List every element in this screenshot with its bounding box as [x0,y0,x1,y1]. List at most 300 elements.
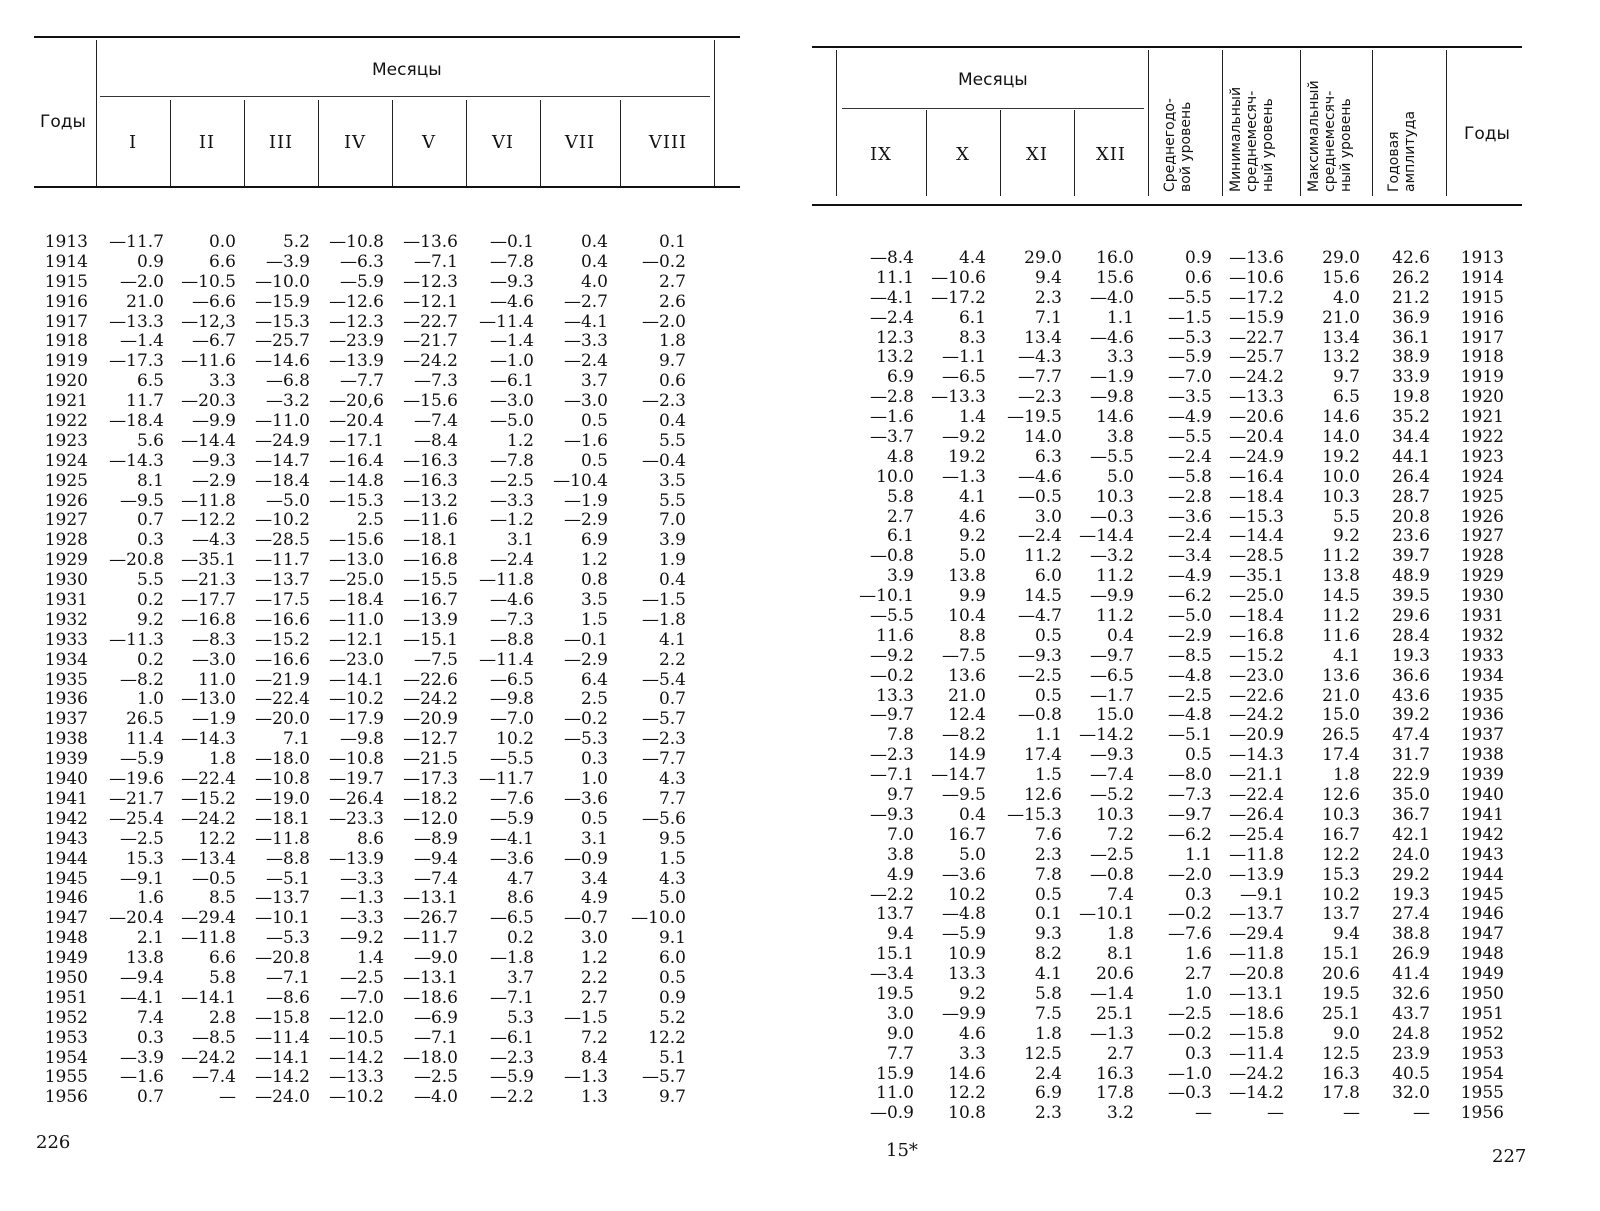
year-cell: 1946 [44,888,88,909]
value-cell: 3.2 [1106,1103,1134,1124]
value-cell: 8.1 [136,470,164,491]
value-cell: —25.7 [255,331,310,352]
value-cell: —1.3 [1089,1023,1134,1044]
value-cell: —7.1 [413,1027,458,1048]
value-cell: 21.0 [1322,307,1360,328]
value-cell: —11.8 [255,828,310,849]
value-cell: 24.8 [1392,1023,1430,1044]
value-cell: 10.2 [1322,884,1360,905]
value-cell: —10.1 [1079,904,1134,925]
value-cell: 13.3 [948,964,986,985]
value-cell: 13.2 [876,347,914,368]
value-cell: —4.0 [1089,287,1134,308]
value-cell: —15.6 [329,530,384,551]
year-cell: 1940 [44,769,88,790]
col-divider [1446,50,1447,196]
table-row [800,1044,1600,1064]
value-cell: —13.4 [181,848,236,869]
value-cell: —16.4 [1229,466,1284,487]
value-cell: —13.3 [1229,387,1284,408]
table-row [0,431,790,451]
value-cell: —1.6 [119,1067,164,1088]
value-cell: —20.9 [1229,725,1284,746]
value-cell: 3.3 [208,371,236,392]
year-cell: 1936 [1460,705,1504,726]
value-cell: 47.4 [1392,725,1430,746]
value-cell: 10.2 [948,884,986,905]
value-cell: 15.0 [1096,705,1134,726]
value-cell: —13.3 [329,1067,384,1088]
value-cell: 20.6 [1096,964,1134,985]
value-cell: —6.9 [413,1007,458,1028]
value-cell: —16.6 [255,649,310,670]
table-row [0,471,790,491]
value-cell: —7.1 [413,251,458,272]
value-cell: 11.6 [1322,625,1360,646]
value-cell: 3.0 [1034,506,1062,527]
year-cell: 1931 [1460,606,1504,627]
value-cell: 11.2 [1096,566,1134,587]
value-cell: 3.5 [658,470,686,491]
value-cell: —1.5 [563,1007,608,1028]
value-cell: —14.2 [255,1067,310,1088]
value-cell: —22.6 [1229,685,1284,706]
value-cell: 1.1 [1106,307,1134,328]
value-cell: —2.5 [413,1067,458,1088]
table-row [800,944,1600,964]
value-cell: —6.5 [489,908,534,929]
table-row [800,308,1600,328]
value-cell: 3.7 [506,967,534,988]
value-cell: —20.6 [1229,407,1284,428]
table-row [0,351,790,371]
table-row [800,666,1600,686]
value-cell: —14.4 [1079,526,1134,547]
table-row [0,1048,790,1068]
header-bottom-rule [34,186,740,188]
value-cell: —8.5 [1167,645,1212,666]
value-cell: —9.7 [1167,804,1212,825]
value-cell: —20.8 [1229,964,1284,985]
value-cell: 9.2 [136,609,164,630]
value-cell: 8.1 [1106,944,1134,965]
table-row [800,626,1600,646]
value-cell: —8.6 [265,987,310,1008]
value-cell: 28.4 [1392,625,1430,646]
value-cell: 33.9 [1392,367,1430,388]
value-cell: 4.9 [886,864,914,885]
value-cell: —16.3 [403,450,458,471]
year-cell: 1928 [44,530,88,551]
table-row [800,268,1600,288]
value-cell: —14.1 [181,987,236,1008]
value-cell: 12.4 [948,705,986,726]
top-rule [34,36,740,38]
value-cell: 4.0 [580,271,608,292]
table-row [0,570,790,590]
year-cell: 1941 [44,788,88,809]
value-cell: —4.1 [119,987,164,1008]
value-cell: 32.0 [1392,1083,1430,1104]
value-cell: —12.0 [403,808,458,829]
value-cell: —11.6 [403,510,458,531]
table-row [0,1067,790,1087]
year-cell: 1942 [1460,824,1504,845]
value-cell: 12.6 [1024,785,1062,806]
value-cell: —0.8 [1089,864,1134,885]
value-cell: —11.4 [1229,1043,1284,1064]
month-label-iii: III [268,132,294,153]
value-cell: 7.7 [658,788,686,809]
value-cell: —22.4 [181,769,236,790]
value-cell: —9.0 [413,948,458,969]
value-cell: —4.1 [869,287,914,308]
year-cell: 1915 [44,271,88,292]
value-cell: 8.4 [580,1047,608,1068]
value-cell: —29.4 [181,908,236,929]
value-cell: —10.1 [255,908,310,929]
value-cell: 23.9 [1392,1043,1430,1064]
value-cell: 9.2 [958,983,986,1004]
value-cell: 9.4 [886,924,914,945]
value-cell: —8.0 [1167,765,1212,786]
year-cell: 1920 [44,371,88,392]
value-cell: 48.9 [1392,566,1430,587]
value-cell: 7.8 [886,725,914,746]
value-cell: 12.2 [1322,844,1360,865]
value-cell: —7.3 [1167,785,1212,806]
value-cell: 1.8 [658,331,686,352]
value-cell: —28.5 [255,530,310,551]
months-header: Месяцы [372,60,442,80]
value-cell: —8.4 [869,248,914,268]
year-cell: 1944 [1460,864,1504,885]
value-cell: 11.4 [126,729,164,750]
value-cell: 1.8 [1332,765,1360,786]
value-cell: —9.5 [119,490,164,511]
year-cell: 1914 [44,251,88,272]
value-cell: 13.6 [1322,665,1360,686]
value-cell: 4.6 [958,506,986,527]
table-row [0,610,790,630]
table-row [0,709,790,729]
col-divider [318,100,319,186]
value-cell: 0.2 [506,928,534,949]
value-cell: 8.5 [208,888,236,909]
year-cell: 1953 [1460,1043,1504,1064]
value-cell: —15.2 [1229,645,1284,666]
table-row [0,789,790,809]
value-cell: 3.9 [658,530,686,551]
year-cell: 1951 [44,987,88,1008]
year-cell: 1921 [44,391,88,412]
year-cell: 1928 [1460,546,1504,567]
value-cell: —2.5 [1017,665,1062,686]
value-cell: —11.7 [403,928,458,949]
value-cell: —18.4 [109,411,164,432]
value-cell: —3.4 [869,964,914,985]
year-cell: 1948 [1460,944,1504,965]
value-cell: —16.8 [181,609,236,630]
value-cell: —14.4 [1229,526,1284,547]
value-cell: —10.1 [859,586,914,607]
value-cell: 0.4 [580,251,608,272]
value-cell: 1.6 [1184,944,1212,965]
year-cell: 1917 [1460,327,1504,348]
value-cell: 7.0 [658,510,686,531]
value-cell: —10.8 [329,749,384,770]
value-cell: —14.2 [1229,1083,1284,1104]
value-cell: —13.0 [181,689,236,710]
value-cell: 12.2 [648,1027,686,1048]
value-cell: 9.4 [1332,924,1360,945]
year-cell: 1952 [44,1007,88,1028]
value-cell: 1.5 [658,848,686,869]
value-cell: —25.0 [329,570,384,591]
value-cell: —15.3 [329,490,384,511]
value-cell: 9.7 [658,351,686,372]
value-cell: —5.3 [563,729,608,750]
year-cell: 1936 [44,689,88,710]
year-cell: 1913 [1460,248,1504,268]
value-cell: —8.4 [413,430,458,451]
table-row [0,630,790,650]
value-cell: 32.6 [1392,983,1430,1004]
value-cell: —7.5 [941,645,986,666]
value-cell: —9.8 [339,729,384,750]
value-cell: 7.0 [886,824,914,845]
year-cell: 1916 [44,291,88,312]
table-row [800,745,1600,765]
value-cell: —8.8 [489,629,534,650]
value-cell: —10.2 [329,1087,384,1108]
table-row [0,530,790,550]
year-cell: 1953 [44,1027,88,1048]
value-cell: —13.9 [403,609,458,630]
value-cell: 14.9 [948,745,986,766]
value-cell: 13.8 [1322,566,1360,587]
value-cell: 13.7 [1322,904,1360,925]
year-cell: 1950 [44,967,88,988]
value-cell: 16.3 [1322,1063,1360,1084]
value-cell: 5.8 [1034,983,1062,1004]
table-row [0,749,790,769]
value-cell: —10.0 [255,271,310,292]
value-cell: —14.2 [329,1047,384,1068]
year-cell: 1924 [44,450,88,471]
value-cell: —3.3 [563,331,608,352]
value-cell: —17.3 [403,769,458,790]
table-row [800,487,1600,507]
value-cell: —8.2 [941,725,986,746]
value-cell: —1.7 [1089,685,1134,706]
value-cell: —18.0 [255,749,310,770]
value-cell: 29.2 [1392,864,1430,885]
value-cell: 39.5 [1392,586,1430,607]
value-cell: 19.2 [1322,446,1360,467]
table-row [800,865,1600,885]
table-row [0,888,790,908]
table-row [800,964,1600,984]
value-cell: 10.8 [948,1103,986,1124]
table-row [800,725,1600,745]
value-cell: 9.2 [958,526,986,547]
year-cell: 1939 [1460,765,1504,786]
value-cell: 6.6 [208,251,236,272]
value-cell: 21.0 [1322,685,1360,706]
value-cell: 5.5 [136,570,164,591]
value-cell: —9.2 [339,928,384,949]
value-cell: —7.0 [339,987,384,1008]
table-row [800,367,1600,387]
year-cell: 1929 [1460,566,1504,587]
value-cell: 12.5 [1322,1043,1360,1064]
value-cell: 19.2 [948,446,986,467]
year-cell: 1944 [44,848,88,869]
value-cell: —3.3 [339,908,384,929]
value-cell: —0.8 [1017,705,1062,726]
value-cell: 11.0 [198,669,236,690]
value-cell: 0.6 [1184,267,1212,288]
value-cell: —21.3 [181,570,236,591]
table-row [0,849,790,869]
value-cell: 29.0 [1322,248,1360,268]
value-cell: 1.0 [580,769,608,790]
value-cell: 14.5 [1024,586,1062,607]
value-cell: 8.3 [958,327,986,348]
value-cell: —18.0 [403,1047,458,1068]
value-cell: —24.9 [1229,446,1284,467]
value-cell: —7.4 [413,868,458,889]
value-cell: —24.0 [255,1087,310,1108]
value-cell: —25.4 [1229,824,1284,845]
value-cell: —4.8 [941,904,986,925]
table-row [0,908,790,928]
value-cell: —7.1 [265,967,310,988]
table-row [800,924,1600,944]
value-cell: —1.4 [119,331,164,352]
avg-level-header: Среднегодо- вой уровень [1162,98,1194,192]
value-cell: —11.7 [479,769,534,790]
value-cell: —5.8 [1167,466,1212,487]
value-cell: 1.4 [356,948,384,969]
value-cell: —0.7 [563,908,608,929]
value-cell: —11.0 [329,609,384,630]
value-cell: 14.0 [1024,427,1062,448]
col-divider [714,40,715,186]
value-cell: —0.2 [1167,904,1212,925]
value-cell: 6.4 [580,669,608,690]
table-row [800,825,1600,845]
year-cell: 1930 [44,570,88,591]
year-cell: 1946 [1460,904,1504,925]
value-cell: 5.5 [1332,506,1360,527]
value-cell: —12.7 [403,729,458,750]
value-cell: —3.4 [1167,546,1212,567]
value-cell: 5.0 [958,546,986,567]
value-cell: —7.3 [489,609,534,630]
value-cell: —18.4 [255,470,310,491]
value-cell: 22.9 [1392,765,1430,786]
value-cell: —6.6 [191,291,236,312]
year-cell: 1935 [1460,685,1504,706]
value-cell: —9.9 [941,1003,986,1024]
value-cell: —13.9 [1229,864,1284,885]
value-cell: 8.8 [958,625,986,646]
value-cell: —18.6 [403,987,458,1008]
value-cell: —0.5 [191,868,236,889]
value-cell: —2.4 [1017,526,1062,547]
value-cell: —12.1 [403,291,458,312]
value-cell: 0.7 [658,689,686,710]
table-row [800,845,1600,865]
table-row [0,650,790,670]
table-row [800,904,1600,924]
value-cell: —11.6 [181,351,236,372]
value-cell: —3.2 [1089,546,1134,567]
value-cell: —20.8 [255,948,310,969]
value-cell: —6.5 [489,669,534,690]
table-row [800,606,1600,626]
month-label-ix: IX [870,144,892,165]
table-row [800,507,1600,527]
value-cell: —0.5 [1017,486,1062,507]
value-cell: —11.3 [109,629,164,650]
value-cell: 9.4 [1034,267,1062,288]
col-divider [1074,110,1075,196]
value-cell: 19.5 [1322,983,1360,1004]
value-cell: 0.2 [136,590,164,611]
table-row [800,447,1600,467]
table-row [800,407,1600,427]
value-cell: 36.1 [1392,327,1430,348]
value-cell: —3.0 [563,391,608,412]
value-cell: 9.0 [1332,1023,1360,1044]
value-cell: 17.4 [1024,745,1062,766]
table-row [0,1028,790,1048]
value-cell: —3.9 [265,251,310,272]
value-cell: 12.2 [198,828,236,849]
value-cell: —16.4 [329,450,384,471]
value-cell: 2.7 [1184,964,1212,985]
value-cell: —11.7 [255,550,310,571]
value-cell: 29.0 [1024,248,1062,268]
value-cell: —11.0 [255,411,310,432]
col-divider [244,100,245,186]
year-cell: 1943 [1460,844,1504,865]
year-cell: 1955 [44,1067,88,1088]
value-cell: —1.5 [641,590,686,611]
value-cell: —0.2 [563,709,608,730]
value-cell: —15.8 [255,1007,310,1028]
col-divider [1000,110,1001,196]
value-cell: 2.7 [1106,1043,1134,1064]
value-cell: —20.9 [403,709,458,730]
value-cell: 12.2 [948,1083,986,1104]
value-cell: —9.3 [1089,745,1134,766]
value-cell: 0.3 [136,530,164,551]
value-cell: 2.3 [1034,287,1062,308]
value-cell: —24.2 [181,808,236,829]
value-cell: 16.0 [1096,248,1134,268]
value-cell: —14.3 [1229,745,1284,766]
value-cell: 0.5 [1034,625,1062,646]
year-cell: 1920 [1460,387,1504,408]
value-cell: —20.4 [1229,427,1284,448]
value-cell: 0.2 [136,649,164,670]
value-cell: 8.6 [506,888,534,909]
table-row [0,928,790,948]
